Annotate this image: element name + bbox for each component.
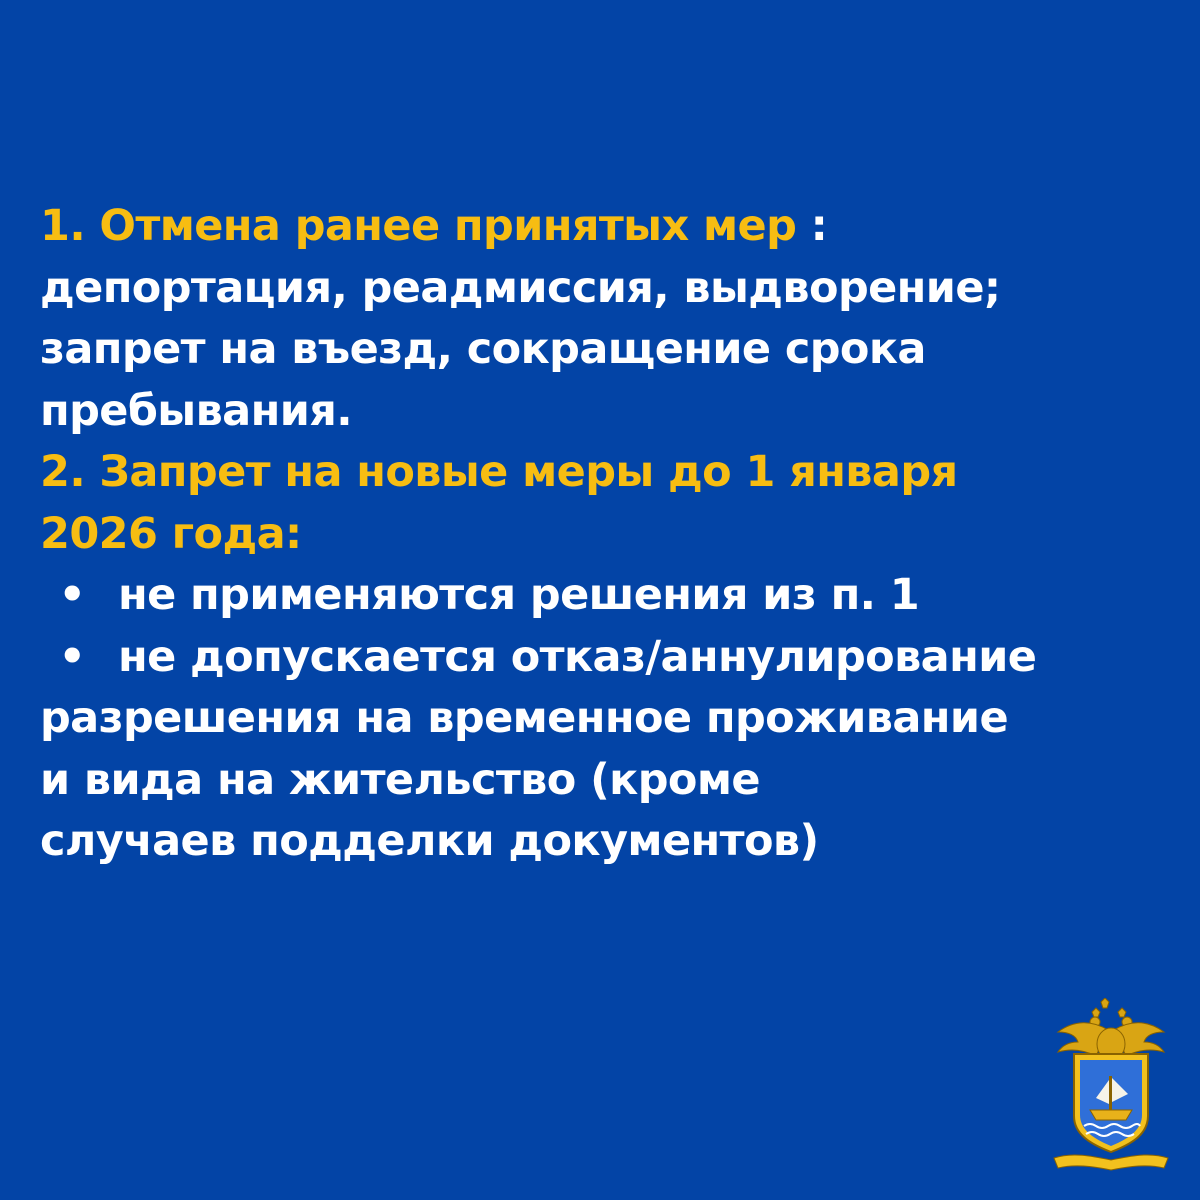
bullet-item-2 — [40, 627, 1170, 689]
main-text-block — [40, 196, 1170, 873]
section1-heading: 1. Отмена ранее принятых мер — [40, 201, 797, 251]
bullet-item-2-text: не допускается отказ/аннулирование — [118, 631, 1037, 682]
section2-line-3: случаев подделки документов) — [40, 816, 819, 866]
section2-line-2: и вида на жительство (кроме — [40, 754, 760, 805]
section1-heading-line — [40, 196, 1170, 258]
section1-colon: : — [796, 201, 828, 251]
bullet-icon: • — [58, 570, 86, 620]
section1-line-1: депортация, реадмиссия, выдворение; — [40, 262, 1001, 313]
section2-line-1: разрешения на временное проживание — [40, 693, 1009, 743]
section1-line-2: запрет на въезд, сокращение срока — [40, 324, 926, 374]
section2-heading-line-1: 2. Запрет на новые меры до 1 января — [40, 447, 958, 497]
bullet-item-1 — [40, 565, 1170, 627]
bullet-item-1-text: не применяются решения из п. 1 — [118, 570, 920, 620]
police-coat-of-arms-icon — [1052, 998, 1170, 1174]
section1-line-3: пребывания. — [40, 385, 352, 436]
section2-heading-line-2: 2026 года: — [40, 508, 302, 559]
bullet-icon: • — [58, 631, 86, 682]
